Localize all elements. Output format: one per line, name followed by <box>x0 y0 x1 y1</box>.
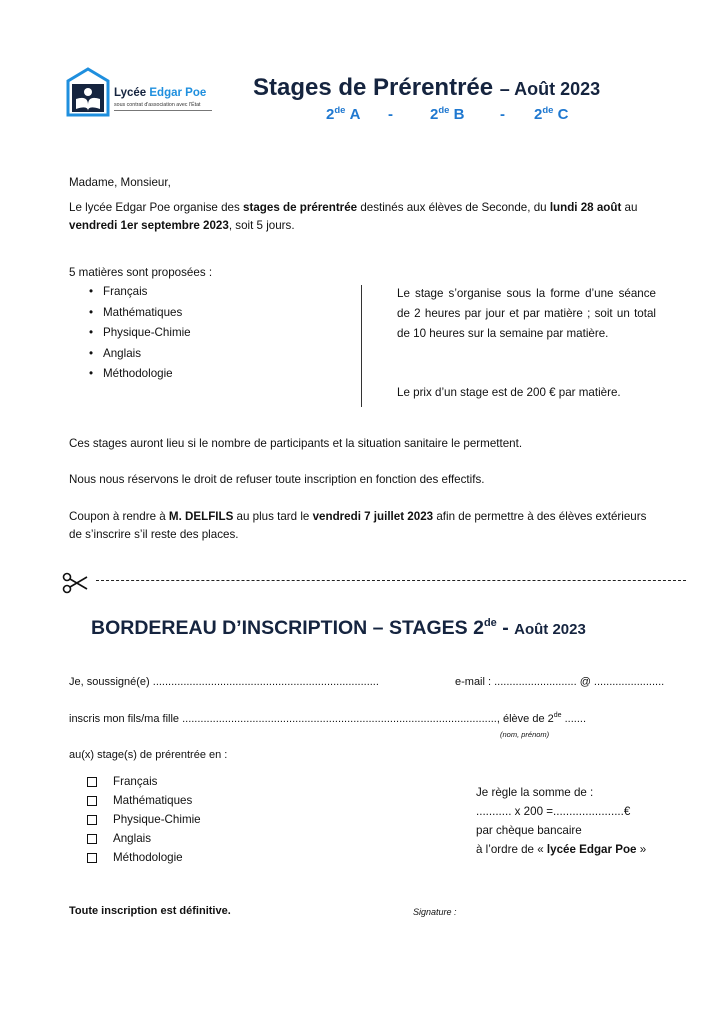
greeting: Madame, Monsieur, <box>69 176 171 189</box>
choice-mathematiques[interactable]: Mathématiques <box>87 792 201 811</box>
choice-methodologie[interactable]: Méthodologie <box>87 849 201 868</box>
subject-checklist <box>87 773 201 868</box>
signature-field[interactable]: Signature : <box>413 907 457 917</box>
signatory-line <box>69 676 665 688</box>
school-tagline: sous contrat d'association avec l'État <box>114 102 201 108</box>
class-separator: - <box>500 106 505 123</box>
column-divider <box>361 285 362 407</box>
student-name-field[interactable]: inscris mon fils/ma fille ......................................................................................................., <box>69 713 500 725</box>
school-name: Lycée Edgar Poe <box>114 87 207 99</box>
intro-paragraph: Le lycée Edgar Poe organise des stages de prérentrée destinés aux élèves de Seconde, du lundi 28 août au vendredi 1er septembre 2023, soit 5 jours. <box>69 201 638 232</box>
class-field[interactable]: ....... <box>561 713 586 725</box>
coupon-paragraph: Coupon à rendre à M. DELFILS au plus tard le vendredi 7 juillet 2023 afin de permettre à des élèves extérieurs de s’inscrire s’il reste des places. <box>69 510 647 541</box>
subjects-intro: 5 matières sont proposées : <box>69 266 213 279</box>
form-title: BORDEREAU D’INSCRIPTION – STAGES 2de - Août 2023 <box>91 617 586 639</box>
class-b: 2de B <box>430 105 465 123</box>
choice-francais[interactable]: Français <box>87 773 201 792</box>
student-line: inscris mon fils/ma fille ......................................................................................................., élève de 2de ....... <box>69 712 586 725</box>
choice-physique-chimie[interactable]: Physique-Chimie <box>87 811 201 830</box>
payment-method: par chèque bancaire <box>476 824 582 837</box>
list-item: • Physique-Chimie <box>89 324 191 345</box>
subjects-list <box>89 283 191 386</box>
signatory-field[interactable]: Je, soussigné(e) .......................................................................... <box>69 676 379 688</box>
list-item: • Méthodologie <box>89 365 191 386</box>
stage-info: Le stage s’organise sous la forme d’une séance de 2 heures par jour et par matière ; soit un total de 10 heures sur la semaine par matière. <box>397 287 656 340</box>
payment-label: Je règle la somme de : <box>476 786 594 799</box>
checkbox[interactable] <box>87 815 97 825</box>
scissors-icon <box>62 572 88 594</box>
email-field[interactable]: e-mail : ........................... @ ....................... <box>455 676 665 688</box>
logo-rule <box>114 110 212 111</box>
list-item: • Français <box>89 283 191 304</box>
checkbox[interactable] <box>87 834 97 844</box>
checkbox[interactable] <box>87 796 97 806</box>
page-title: Stages de Prérentrée – Août 2023 <box>253 74 601 101</box>
payment-block <box>476 783 646 859</box>
condition-participants: Ces stages auront lieu si le nombre de participants et la situation sanitaire le permettent. <box>69 437 523 450</box>
house-book-logo-icon <box>66 67 110 117</box>
condition-refusal: Nous nous réservons le droit de refuser toute inscription en fonction des effectifs. <box>69 473 485 486</box>
payment-amount-field[interactable]: ........... x 200 =......................€ <box>476 805 631 818</box>
price-info: Le prix d’un stage est de 200 € par matière. <box>397 386 621 399</box>
final-note: Toute inscription est définitive. <box>69 905 231 917</box>
stages-label: au(x) stage(s) de prérentrée en : <box>69 749 228 761</box>
list-item: • Mathématiques <box>89 304 191 325</box>
checkbox[interactable] <box>87 853 97 863</box>
class-levels <box>326 105 568 123</box>
school-logo <box>66 67 207 117</box>
class-separator: - <box>388 106 393 123</box>
payment-payee: à l’ordre de « lycée Edgar Poe » <box>476 843 647 856</box>
list-item: • Anglais <box>89 345 191 366</box>
checkbox[interactable] <box>87 777 97 787</box>
class-a: 2de A <box>326 105 361 123</box>
name-hint: (nom, prénom) <box>500 730 550 739</box>
cut-line <box>96 580 686 581</box>
choice-anglais[interactable]: Anglais <box>87 830 201 849</box>
class-c: 2de C <box>534 105 569 123</box>
